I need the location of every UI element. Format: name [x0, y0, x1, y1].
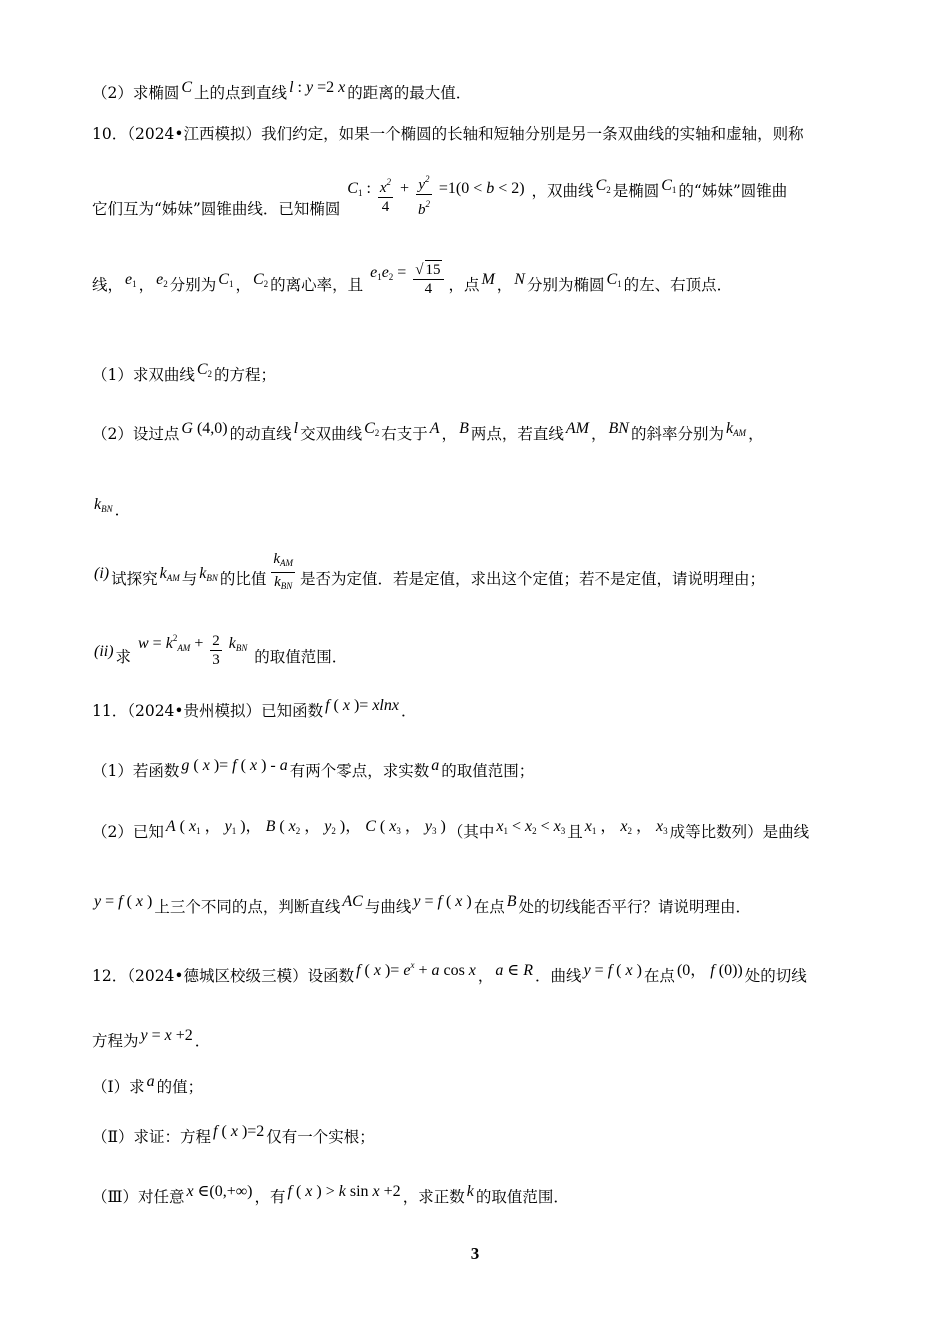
q11-heading: 11．（2024•贵州模拟）已知函数 f ( x )= xlnx ． — [92, 697, 417, 720]
q10-sub-i: (i) 试探究 kAM 与 kBN 的比值 $\frac{k_{AM}}{k_{BN}}$ 是否为定值．若是定值，求出这个定值；若不是定值，请说明理由； — [92, 550, 858, 600]
q10-eccentricity-line: 线， $e_1$ ， $e_2$ 分别为 $C_1$ ， $C_2$ 的离心率，且 $e_1e_2$ = $\frac{√ 15}{4}$ ，点 M ， N 分别为椭圆 $C_1$ 的左、右顶点． — [92, 262, 733, 297]
q12-part2: （Ⅱ）求证：方程 f ( x )=2 仅有一个实根； — [92, 1123, 375, 1146]
page-number: 3 — [470, 1244, 480, 1263]
q12-part3: （Ⅲ）对任意 x ∈(0,+∞) ，有 f ( x ) >k sin x +2 ，求正数 k 的取值范围． — [92, 1183, 569, 1206]
q9-part2: （2）求椭圆 C 上的点到直线 l :y =2 x 的距离的最大值． — [92, 79, 472, 102]
q10-ellipse-line: 它们互为“姊妹”圆锥曲线．已知椭圆 $C_1$ : $\frac{x^2}{4}$ + $\frac{y^2}{b^2}$ =1(0 <b < 2) ，双曲线 $C_2$ 是椭圆 $C_1$ 的“姊妹”圆锥曲 — [92, 176, 858, 232]
ellipse-equation: $C_1$ : $\frac{x^2}{4}$ + $\frac{y^2}{b^2}$ =1(0 <b < 2) — [345, 170, 526, 219]
q11-part1: （1）若函数 g ( x )= f ( x ) -a 有两个零点，求实数 a 的取值范围； — [92, 757, 535, 780]
q11-part2-cont: y = f ( x ) 上三个不同的点，判断直线 AC 与曲线 y = f ( x ) 在点 B 处的切线能否平行？请说明理由． — [94, 893, 752, 916]
q10-part1: （1）求双曲线 $C_2$ 的方程； — [92, 361, 277, 384]
ratio-fraction: $\frac{k_{AM}}{k_{BN}}$ — [273, 551, 293, 591]
q10-part2-cont: kBN ． — [94, 496, 131, 519]
q12-tangent-line: 方程为 y = x +2 ． — [92, 1027, 211, 1050]
q10-sub-ii: (ii) 求 $w = k^2AM$ + $\frac{2}{3}$ kBN 的取值范围． — [92, 628, 858, 672]
q10-part2: （2）设过点 G (4,0) 的动直线 l 交双曲线 $C_2$ 右支于 A ， B 两点，若直线 AM ， BN 的斜率分别为 kAM ， — [92, 420, 764, 443]
w-expression: $w = k^2AM$ + $\frac{2}{3}$ kBN — [138, 632, 248, 668]
q12-part1: （Ⅰ）求 a 的值； — [92, 1073, 204, 1096]
q11-part2: （2）已知 A ( $x_1$ ， $y_1$ )， B ( $x_2$ ， $y_2$ )， C ( $x_3$ ， $y_3$ ) （其中 $x_1 < x_2 < x_3$ 且 $x_1$ ， $x_2$ ， $x_3$ 成等比数列）是曲线 — [92, 818, 810, 841]
q10-heading: 10．（2024•江西模拟）我们约定，如果一个椭圆的长轴和短轴分别是另一条双曲线的实轴和虚轴，则称 — [92, 125, 804, 143]
eccentricity-product: $e_1e_2$ = $\frac{√ 15}{4}$ — [368, 260, 443, 298]
q12-heading: 12．（2024•德城区校级三模）设函数 f ( x )= $e^x + a$ cos x ， a ∈ R ．曲线 y = f ( x ) 在点 (0， f (0)) 处的切线 — [92, 960, 807, 985]
